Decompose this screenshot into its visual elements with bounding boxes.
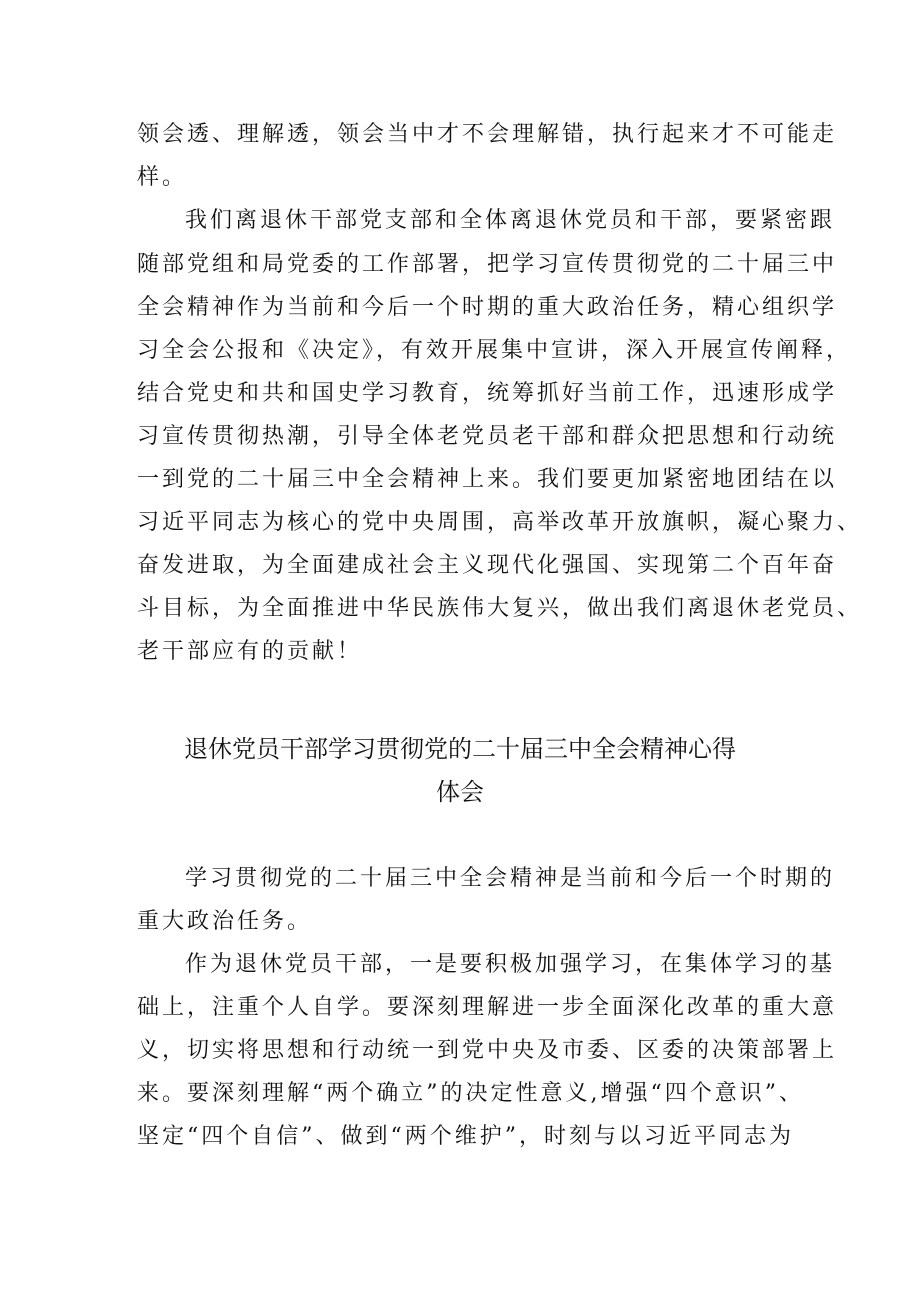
section1-line-3: 我们离退休干部党支部和全体离退休党员和干部，要紧密跟 <box>185 208 836 233</box>
section1-line-11: 奋发进取，为全面建成社会主义现代化强国、实现第二个百年奋 <box>137 553 838 578</box>
section2-line-3: 作为退休党员干部，一是要积极加强学习，在集体学习的基 <box>185 952 836 977</box>
section1-line-2: 样。 <box>137 165 188 190</box>
section1-line-7: 结合党史和共和国史学习教育，统筹抓好当前工作，迅速形成学 <box>137 381 838 406</box>
section2-line-2: 重大政治任务。 <box>137 909 313 934</box>
article-title-line-2: 体会 <box>436 778 484 806</box>
section2-line-7: 坚定“四个自信”、做到“两个维护”，时刻与以习近平同志为 <box>137 1124 794 1149</box>
section2-line-1: 学习贯彻党的二十届三中全会精神是当前和今后一个时期的 <box>185 866 836 891</box>
section1-line-13: 老干部应有的贡献！ <box>137 639 363 664</box>
section1-line-8: 习宣传贯彻热潮，引导全体老党员老干部和群众把思想和行动统 <box>137 424 838 449</box>
section1-line-9: 一到党的二十届三中全会精神上来。我们要更加紧密地团结在以 <box>137 467 838 492</box>
section1-line-1: 领会透、理解透，领会当中才不会理解错，执行起来才不可能走 <box>137 122 838 147</box>
article-title-line-1: 退休党员干部学习贯彻党的二十届三中全会精神心得 <box>184 735 736 763</box>
section2-line-6: 来。要深刻理解“两个确立”的决定性意义,增强“四个意识”、 <box>137 1081 804 1106</box>
section1-line-12: 斗目标，为全面推进中华民族伟大复兴，做出我们离退休老党员、 <box>137 596 863 621</box>
section1-line-5: 全会精神作为当前和今后一个时期的重大政治任务，精心组织学 <box>137 295 838 320</box>
section1-line-10: 习近平同志为核心的党中央周围，高举改革开放旗帜，凝心聚力、 <box>137 510 863 535</box>
section2-line-5: 义，切实将思想和行动统一到党中央及市委、区委的决策部署上 <box>137 1038 838 1063</box>
section1-line-6: 习全会公报和《决定》，有效开展集中宣讲，深入开展宣传阐释， <box>137 338 852 363</box>
section1-line-4: 随部党组和局党委的工作部署，把学习宣传贯彻党的二十届三中 <box>137 252 838 277</box>
section2-line-4: 础上，注重个人自学。要深刻理解进一步全面深化改革的重大意 <box>137 995 838 1020</box>
